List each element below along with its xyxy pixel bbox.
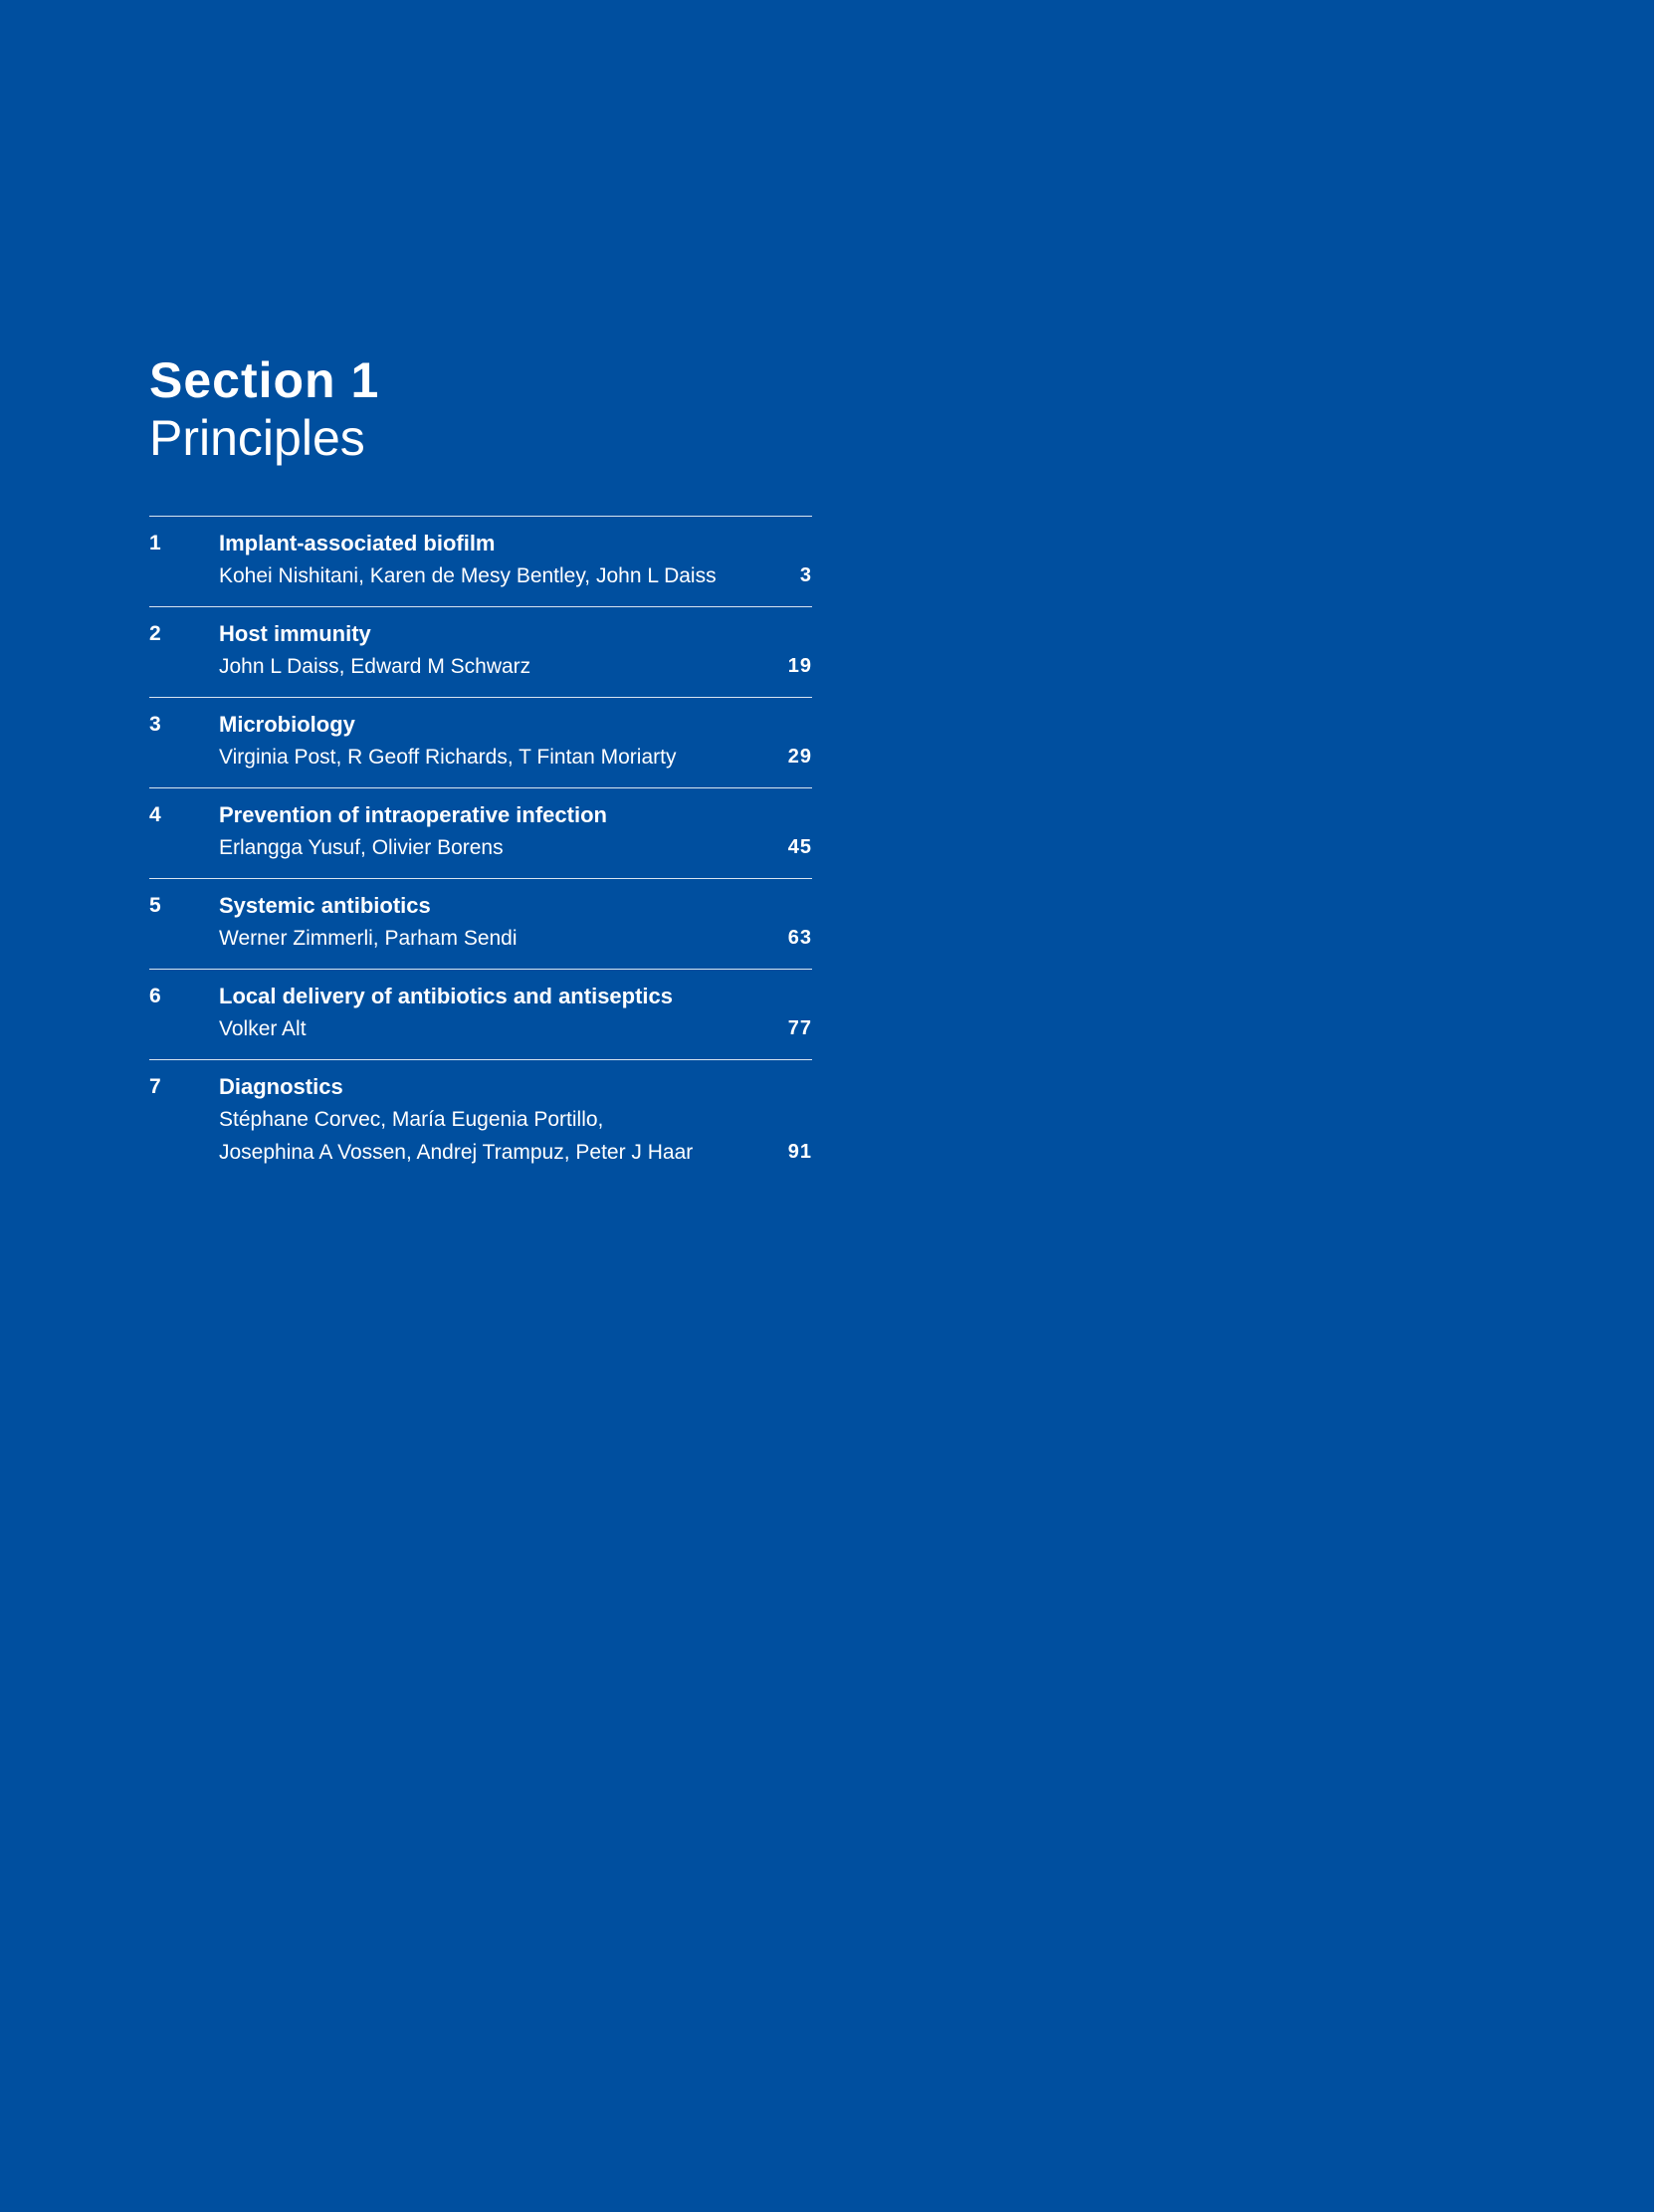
chapter-number: 5: [149, 894, 161, 917]
chapter-authors: Josephina A Vossen, Andrej Trampuz, Peter J Haar: [219, 1141, 694, 1164]
chapter-number: 2: [149, 622, 161, 645]
chapter-title: Systemic antibiotics: [219, 893, 431, 918]
chapter-number: 4: [149, 803, 161, 826]
toc-entry[interactable]: [149, 697, 812, 787]
toc-entry[interactable]: [149, 878, 812, 969]
chapter-page-number: 19: [787, 655, 812, 677]
chapter-number: 7: [149, 1075, 161, 1098]
section-title: Principles: [149, 410, 365, 466]
chapter-title: Implant-associated biofilm: [219, 531, 496, 555]
chapter-authors: Virginia Post, R Geoff Richards, T Fintan Moriarty: [219, 746, 677, 769]
chapter-page-number: 91: [787, 1141, 812, 1163]
toc-entry[interactable]: [149, 969, 812, 1059]
chapter-number: 6: [149, 985, 161, 1007]
chapter-page-number: 45: [787, 836, 812, 858]
section-number: Section 1: [149, 352, 380, 408]
chapter-title: Microbiology: [219, 712, 355, 737]
chapter-number: 3: [149, 713, 161, 736]
chapter-authors: Werner Zimmerli, Parham Sendi: [219, 927, 518, 950]
chapter-page-number: 77: [787, 1017, 812, 1039]
toc-entry[interactable]: [149, 516, 812, 606]
chapter-page-number: 63: [787, 927, 812, 949]
table-of-contents: [149, 516, 812, 1183]
chapter-title: Diagnostics: [219, 1074, 343, 1099]
toc-entry[interactable]: [149, 787, 812, 878]
toc-entry[interactable]: [149, 606, 812, 697]
chapter-title: Prevention of intraoperative infection: [219, 802, 607, 827]
chapter-authors: Volker Alt: [219, 1017, 307, 1040]
chapter-page-number: 29: [787, 746, 812, 768]
toc-entry[interactable]: [149, 1059, 812, 1183]
chapter-authors: John L Daiss, Edward M Schwarz: [219, 655, 531, 678]
chapter-number: 1: [149, 532, 161, 554]
chapter-title: Local delivery of antibiotics and antiseptics: [219, 984, 674, 1008]
chapter-page-number: 3: [799, 564, 812, 586]
section-heading: [149, 350, 379, 466]
chapter-title: Host immunity: [219, 621, 371, 646]
chapter-authors: Stéphane Corvec, María Eugenia Portillo,: [219, 1108, 604, 1131]
chapter-authors: Kohei Nishitani, Karen de Mesy Bentley, John L Daiss: [219, 564, 717, 587]
chapter-authors: Erlangga Yusuf, Olivier Borens: [219, 836, 504, 859]
